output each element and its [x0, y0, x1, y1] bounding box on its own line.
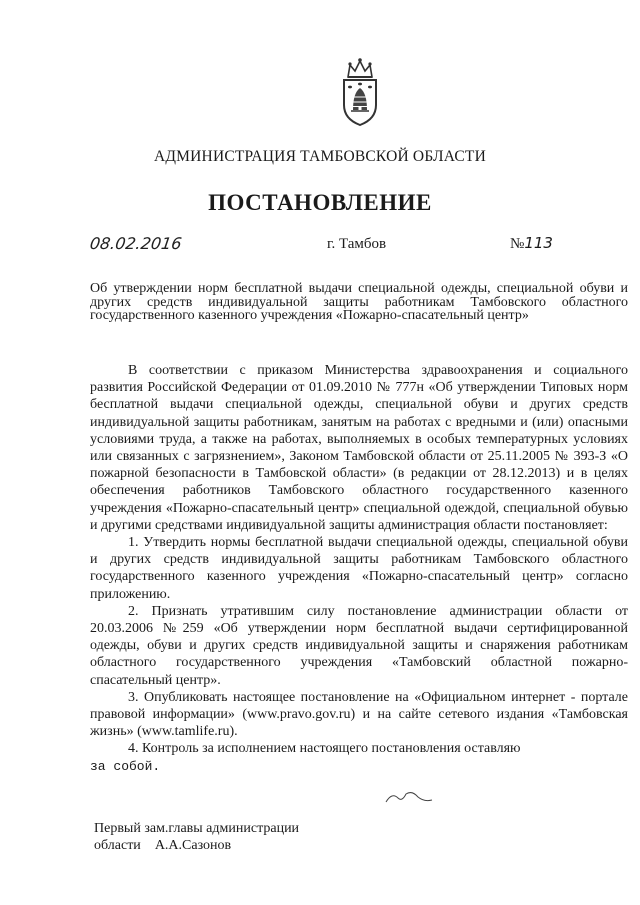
item-2: 2. Признать утратившим силу постановление администрации области от 20.03.2006 №259 «Об утверждении норм бесплатной выдачи сертифицированной одежды, обуви и других средств индивидуальной защиты и снаряжения работникам областного государственного учреждения «Тамбовский областной пожарно-спасательный центр». [90, 603, 628, 688]
signer-title-cont: области [94, 838, 141, 853]
signer-line2 [94, 837, 299, 854]
document-body [90, 362, 628, 775]
item-1: 1. Утвердить нормы бесплатной выдачи специальной одежды, специальной обуви и других средств индивидуальной защиты работникам Тамбовского областного государственного казенного учреждения «Пожарно-спасательный центр» согласно приложению. [90, 535, 628, 602]
signer-title: Первый зам.главы администрации [94, 821, 300, 836]
handwritten-mark-icon [384, 788, 434, 806]
item-3: 3. Опубликовать настоящее постановление на «Официальном интернет - портале правовой информации» (www.pravo.gov.ru) и на сайте сетевого издания «Тамбовская жизнь» (www.tamlife.ru). [90, 689, 628, 740]
number-value: 113 [524, 234, 553, 252]
intro-paragraph: В соответствии с приказом Министерства здравоохранения и социального развития Российской Федерации от 01.09.2010 № 777н «Об утверждении Типовых норм бесплатной выдачи специальной одежды, специальной обуви и других средств индивидуальной защиты работникам, занятым на работах с вредными и (или) опасными условиями труда, а также на работах, выполняемых в особых температурных условиях или связанных с загрязнением», Законом Тамбовской области от 25.11.2005 № 393-З «О пожарной безопасности в Тамбовской области» (в редакции от 28.12.2013) и в целях обеспечения работников Тамбовского областного государственного казенного учреждения «Пожарно-спасательный центр» специальной одеждой, специальной обувью и другими средствами индивидуальной защиты администрация области постановляет: [90, 363, 628, 533]
document-date: 08.02.2016 [88, 234, 183, 253]
signature-block [94, 820, 299, 854]
document-number [510, 234, 553, 253]
document-type: ПОСТАНОВЛЕНИЕ [208, 190, 432, 215]
coat-of-arms-icon [338, 55, 382, 127]
item-4: 4. Контроль за исполнением настоящего постановления оставляю [128, 741, 521, 757]
item-4-tail: за собой. [90, 758, 161, 774]
document-subject: Об утверждении норм бесплатной выдачи специальной одежды, специальной обуви и других средств индивидуальной защиты работникам Тамбовского областного государственного казенного учреждения «Пожарно-спасательный центр» [90, 281, 628, 323]
number-label: № [510, 236, 525, 252]
organization-title: АДМИНИСТРАЦИЯ ТАМБОВСКОЙ ОБЛАСТИ [154, 148, 486, 165]
document-city: г. Тамбов [327, 236, 387, 252]
signer-name: А.А.Сазонов [154, 838, 232, 853]
